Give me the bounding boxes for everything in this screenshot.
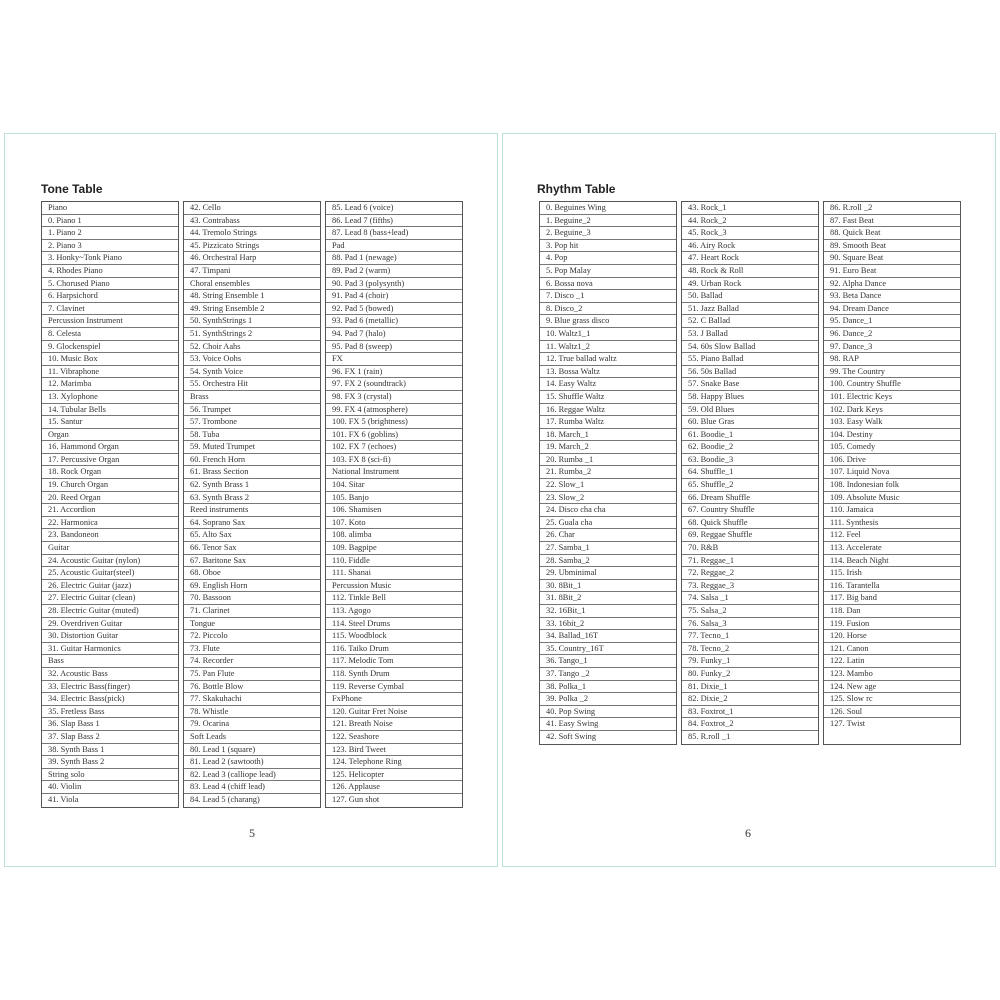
table-cell: Tongue bbox=[184, 618, 320, 631]
table-cell: 120. Guitar Fret Noise bbox=[326, 706, 462, 719]
table-cell: 116. Tarantella bbox=[824, 580, 960, 593]
table-cell: 37. Slap Bass 2 bbox=[42, 731, 178, 744]
table-cell: 65. Shuffle_2 bbox=[682, 479, 818, 492]
tone-table-title: Tone Table bbox=[41, 182, 103, 196]
table-cell: 20. Reed Organ bbox=[42, 492, 178, 505]
table-cell: 49. Urban Rock bbox=[682, 278, 818, 291]
table-cell: 42. Soft Swing bbox=[546, 731, 597, 741]
table-cell: 69. English Horn bbox=[184, 580, 320, 593]
table-cell: 103. FX 8 (sci-fi) bbox=[326, 454, 462, 467]
table-cell: 54. 60s Slow Ballad bbox=[682, 341, 818, 354]
table-cell: 104. Sitar bbox=[326, 479, 462, 492]
table-cell: 15. Shuffle Waltz bbox=[540, 391, 676, 404]
table-cell: String solo bbox=[42, 769, 178, 782]
table-cell: 117. Big band bbox=[824, 592, 960, 605]
table-cell: 4. Pop bbox=[540, 252, 676, 265]
table-cell: 54. Synth Voice bbox=[184, 366, 320, 379]
table-cell: 97. FX 2 (soundtrack) bbox=[326, 378, 462, 391]
table-cell: 52. Choir Aahs bbox=[184, 341, 320, 354]
table-cell: 103. Easy Walk bbox=[824, 416, 960, 429]
table-cell: Percussion Instrument bbox=[42, 315, 178, 328]
table-cell: 4. Rhodes Piano bbox=[42, 265, 178, 278]
table-cell: 78. Tecno_2 bbox=[682, 643, 818, 656]
table-cell: 89. Pad 2 (warm) bbox=[326, 265, 462, 278]
table-cell: 126. Soul bbox=[824, 706, 960, 719]
table-cell: 83. Lead 4 (chiff lead) bbox=[184, 781, 320, 794]
table-cell: 39. Synth Bass 2 bbox=[42, 756, 178, 769]
table-cell: 15. Santur bbox=[42, 416, 178, 429]
table-cell: 118. Synth Drum bbox=[326, 668, 462, 681]
table-cell: 23. Bandoneon bbox=[42, 529, 178, 542]
table-cell: 62. Synth Brass 1 bbox=[184, 479, 320, 492]
rhythm-table bbox=[539, 201, 961, 745]
table-cell: Percussion Music bbox=[326, 580, 462, 593]
table-cell: 68. Oboe bbox=[184, 567, 320, 580]
table-cell: 122. Seashore bbox=[326, 731, 462, 744]
table-cell: 48. String Ensemble 1 bbox=[184, 290, 320, 303]
table-cell: 50. Ballad bbox=[682, 290, 818, 303]
table-cell: 57. Trombone bbox=[184, 416, 320, 429]
table-cell: 93. Pad 6 (metallic) bbox=[326, 315, 462, 328]
table-cell: 2. Piano 3 bbox=[42, 240, 178, 253]
table-cell: 40. Violin bbox=[42, 781, 178, 794]
table-cell: 98. FX 3 (crystal) bbox=[326, 391, 462, 404]
table-cell: 125. Slow rc bbox=[824, 693, 960, 706]
table-cell: 13. Bossa Waltz bbox=[540, 366, 676, 379]
table-cell: 20. Rumba _1 bbox=[540, 454, 676, 467]
table-cell: 76. Salsa_3 bbox=[682, 618, 818, 631]
table-cell: 126. Applause bbox=[326, 781, 462, 794]
table-cell: 51. Jazz Ballad bbox=[682, 303, 818, 316]
table-cell: 96. Dance_2 bbox=[824, 328, 960, 341]
table-cell: 81. Lead 2 (sawtooth) bbox=[184, 756, 320, 769]
table-cell: 1. Beguine_2 bbox=[540, 215, 676, 228]
table-cell: 119. Fusion bbox=[824, 618, 960, 631]
table-cell: 62. Boodie_2 bbox=[682, 441, 818, 454]
table-cell: 67. Country Shuffle bbox=[682, 504, 818, 517]
table-cell: 115. Irish bbox=[824, 567, 960, 580]
table-cell: 99. The Country bbox=[824, 366, 960, 379]
table-cell: 75. Salsa_2 bbox=[682, 605, 818, 618]
table-cell: 46. Airy Rock bbox=[682, 240, 818, 253]
tone-column-3 bbox=[325, 201, 463, 808]
table-cell: 51. SynthStrings 2 bbox=[184, 328, 320, 341]
table-cell: 97. Dance_3 bbox=[824, 341, 960, 354]
table-cell: 38. Polka_1 bbox=[540, 681, 676, 694]
table-cell: 25. Guala cha bbox=[540, 517, 676, 530]
table-cell: 127. Twist bbox=[830, 719, 866, 729]
table-cell: 113. Agogo bbox=[326, 605, 462, 618]
table-cell: 39. Polka _2 bbox=[540, 693, 676, 706]
table-cell: 21. Accordion bbox=[42, 504, 178, 517]
table-cell: 17. Rumba Waltz bbox=[540, 416, 676, 429]
table-cell: 12. True ballad waltz bbox=[540, 353, 676, 366]
table-cell: 94. Pad 7 (halo) bbox=[326, 328, 462, 341]
table-cell: 26. Electric Guitar (jazz) bbox=[42, 580, 178, 593]
table-cell: 36. Slap Bass 1 bbox=[42, 718, 178, 731]
table-cell: 58. Tuba bbox=[184, 429, 320, 442]
table-cell: 100. Country Shuffle bbox=[824, 378, 960, 391]
table-cell: 41. Easy Swing bbox=[540, 718, 676, 731]
table-cell: 59. Old Blues bbox=[682, 404, 818, 417]
table-cell: 79. Ocarina bbox=[184, 718, 320, 731]
table-cell: 24. Acoustic Guitar (nylon) bbox=[42, 555, 178, 568]
table-cell: 61. Brass Section bbox=[184, 466, 320, 479]
table-cell: 76. Bottle Blow bbox=[184, 681, 320, 694]
table-cell: 26. Char bbox=[540, 529, 676, 542]
table-cell: 45. Pizzicato Strings bbox=[184, 240, 320, 253]
table-cell: 80. Lead 1 (square) bbox=[184, 744, 320, 757]
table-cell: 102. FX 7 (echoes) bbox=[326, 441, 462, 454]
table-cell: 60. Blue Gras bbox=[682, 416, 818, 429]
table-cell: 106. Drive bbox=[824, 454, 960, 467]
table-cell: 63. Synth Brass 2 bbox=[184, 492, 320, 505]
table-cell: 75. Pan Flute bbox=[184, 668, 320, 681]
table-cell: 82. Dixie_2 bbox=[682, 693, 818, 706]
table-cell: 123. Bird Tweet bbox=[326, 744, 462, 757]
table-cell: 115. Woodblock bbox=[326, 630, 462, 643]
table-cell: 99. FX 4 (atmosphere) bbox=[326, 404, 462, 417]
table-cell: 33. Electric Bass(finger) bbox=[42, 681, 178, 694]
table-cell: 105. Comedy bbox=[824, 441, 960, 454]
table-cell: 3. Honky~Tonk Piano bbox=[42, 252, 178, 265]
table-cell: 107. Koto bbox=[326, 517, 462, 530]
table-cell: 79. Funky_1 bbox=[682, 655, 818, 668]
table-cell: 124. New age bbox=[824, 681, 960, 694]
table-cell: Guitar bbox=[42, 542, 178, 555]
table-cell: 3. Pop hit bbox=[540, 240, 676, 253]
table-cell: 11. Waltz1_2 bbox=[540, 341, 676, 354]
page-number: 5 bbox=[249, 826, 255, 840]
table-cell: 24. Disco cha cha bbox=[540, 504, 676, 517]
table-cell: 81. Dixie_1 bbox=[682, 681, 818, 694]
rhythm-column-3 bbox=[823, 201, 961, 745]
table-cell: 30. 8Bit_1 bbox=[540, 580, 676, 593]
table-cell: 106. Shamisen bbox=[326, 504, 462, 517]
table-cell: 78. Whistle bbox=[184, 706, 320, 719]
table-cell: 95. Pad 8 (sweep) bbox=[326, 341, 462, 354]
table-cell: 57. Snake Base bbox=[682, 378, 818, 391]
right-page bbox=[502, 133, 996, 867]
table-cell: 48. Rock & Roll bbox=[682, 265, 818, 278]
table-cell: 14. Tubular Bells bbox=[42, 404, 178, 417]
table-cell: 12. Marimba bbox=[42, 378, 178, 391]
rhythm-column-1 bbox=[539, 201, 677, 745]
table-cell: 35. Country_16T bbox=[540, 643, 676, 656]
table-cell: 10. Music Box bbox=[42, 353, 178, 366]
table-cell: 101. FX 6 (goblins) bbox=[326, 429, 462, 442]
table-cell: 71. Reggae_1 bbox=[682, 555, 818, 568]
table-cell: 21. Rumba_2 bbox=[540, 466, 676, 479]
table-cell: 70. R&B bbox=[682, 542, 818, 555]
table-cell: 18. Rock Organ bbox=[42, 466, 178, 479]
tone-column-1 bbox=[41, 201, 179, 808]
table-cell: 0. Beguines Wing bbox=[540, 202, 676, 215]
table-cell: Pad bbox=[326, 240, 462, 253]
table-cell: 95. Dance_1 bbox=[824, 315, 960, 328]
table-cell: 22. Slow_1 bbox=[540, 479, 676, 492]
table-cell: 31. Guitar Harmonics bbox=[42, 643, 178, 656]
tone-column-2 bbox=[183, 201, 321, 808]
page-number: 6 bbox=[745, 826, 751, 840]
table-cell: Piano bbox=[42, 202, 178, 215]
table-cell: National Instrument bbox=[326, 466, 462, 479]
table-cell: 11. Vibraphone bbox=[42, 366, 178, 379]
table-cell: 65. Alto Sax bbox=[184, 529, 320, 542]
table-cell: 37. Tango _2 bbox=[540, 668, 676, 681]
table-cell: 112. Tinkle Bell bbox=[326, 592, 462, 605]
table-cell: 91. Pad 4 (choir) bbox=[326, 290, 462, 303]
table-cell: 80. Funky_2 bbox=[682, 668, 818, 681]
table-cell: 25. Acoustic Guitar(steel) bbox=[42, 567, 178, 580]
table-cell: 43. Rock_1 bbox=[682, 202, 818, 215]
table-cell: 47. Timpani bbox=[184, 265, 320, 278]
table-cell: 7. Disco _1 bbox=[540, 290, 676, 303]
table-cell: 1. Piano 2 bbox=[42, 227, 178, 240]
table-cell: 88. Quick Beat bbox=[824, 227, 960, 240]
table-cell: 113. Accelerate bbox=[824, 542, 960, 555]
table-cell: 23. Slow_2 bbox=[540, 492, 676, 505]
table-cell: 58. Happy Blues bbox=[682, 391, 818, 404]
table-cell: 108. Indonesian folk bbox=[824, 479, 960, 492]
table-cell: 90. Pad 3 (polysynth) bbox=[326, 278, 462, 291]
table-cell: 118. Dan bbox=[824, 605, 960, 618]
table-cell: 111. Synthesis bbox=[824, 517, 960, 530]
table-cell: 85. R.roll _1 bbox=[688, 731, 731, 741]
table-cell: Organ bbox=[42, 429, 178, 442]
table-cell: 7. Clavinet bbox=[42, 303, 178, 316]
table-cell: 17. Percussive Organ bbox=[42, 454, 178, 467]
table-cell: 10. Waltz1_1 bbox=[540, 328, 676, 341]
table-cell: 123. Mambo bbox=[824, 668, 960, 681]
table-cell: 34. Ballad_16T bbox=[540, 630, 676, 643]
table-cell: 87. Lead 8 (bass+lead) bbox=[326, 227, 462, 240]
table-cell: 85. Lead 6 (voice) bbox=[326, 202, 462, 215]
table-cell: 73. Flute bbox=[184, 643, 320, 656]
table-cell: 55. Piano Ballad bbox=[682, 353, 818, 366]
table-cell: 119. Reverse Cymbal bbox=[326, 681, 462, 694]
table-cell: 44. Rock_2 bbox=[682, 215, 818, 228]
table-cell: 56. 50s Ballad bbox=[682, 366, 818, 379]
table-cell: 100. FX 5 (brightness) bbox=[326, 416, 462, 429]
table-cell: 77. Tecno_1 bbox=[682, 630, 818, 643]
table-cell: Reed instruments bbox=[184, 504, 320, 517]
table-cell: 8. Disco_2 bbox=[540, 303, 676, 316]
table-cell: 64. Soprano Sax bbox=[184, 517, 320, 530]
table-cell: 68. Quick Shuffle bbox=[682, 517, 818, 530]
table-cell: FxPhone bbox=[326, 693, 462, 706]
table-cell: 69. Reggae Shuffle bbox=[682, 529, 818, 542]
table-cell: 86. Lead 7 (fifths) bbox=[326, 215, 462, 228]
table-cell: 64. Shuffle_1 bbox=[682, 466, 818, 479]
table-cell: 6. Bossa nova bbox=[540, 278, 676, 291]
table-cell: FX bbox=[326, 353, 462, 366]
table-cell: 53. J Ballad bbox=[682, 328, 818, 341]
table-cell: 14. Easy Waltz bbox=[540, 378, 676, 391]
rhythm-table-title: Rhythm Table bbox=[537, 182, 616, 196]
table-cell: 56. Trumpet bbox=[184, 404, 320, 417]
table-cell: 43. Contrabass bbox=[184, 215, 320, 228]
table-cell: 13. Xylophone bbox=[42, 391, 178, 404]
table-cell: 114. Steel Drums bbox=[326, 618, 462, 631]
table-cell: 121. Breath Noise bbox=[326, 718, 462, 731]
table-cell: 2. Beguine_3 bbox=[540, 227, 676, 240]
table-cell: 60. French Horn bbox=[184, 454, 320, 467]
table-cell: 46. Orchestral Harp bbox=[184, 252, 320, 265]
table-cell: 6. Harpsichord bbox=[42, 290, 178, 303]
table-cell: 28. Samba_2 bbox=[540, 555, 676, 568]
table-cell: 98. RAP bbox=[824, 353, 960, 366]
table-cell: 50. SynthStrings 1 bbox=[184, 315, 320, 328]
table-cell: 19. March_2 bbox=[540, 441, 676, 454]
table-cell: 109. Bagpipe bbox=[326, 542, 462, 555]
table-cell: 42. Cello bbox=[184, 202, 320, 215]
table-cell: 38. Synth Bass 1 bbox=[42, 744, 178, 757]
table-cell: 86. R.roll _2 bbox=[824, 202, 960, 215]
tone-table bbox=[41, 201, 463, 808]
table-cell: 87. Fast Beat bbox=[824, 215, 960, 228]
table-cell: 9. Blue grass disco bbox=[540, 315, 676, 328]
table-cell: 116. Taiko Drum bbox=[326, 643, 462, 656]
table-cell: 41. Viola bbox=[48, 794, 79, 804]
table-cell: 29. Overdriven Guitar bbox=[42, 618, 178, 631]
table-cell: 5. Chorused Piano bbox=[42, 278, 178, 291]
table-cell: 16. Hammond Organ bbox=[42, 441, 178, 454]
table-cell: 108. alimba bbox=[326, 529, 462, 542]
table-cell: 29. Ubminimal bbox=[540, 567, 676, 580]
table-cell: 32. 16Bit_1 bbox=[540, 605, 676, 618]
table-cell: 114. Beach Night bbox=[824, 555, 960, 568]
table-cell: 94. Dream Dance bbox=[824, 303, 960, 316]
table-cell: 59. Muted Trumpet bbox=[184, 441, 320, 454]
table-cell: 9. Glockenspiel bbox=[42, 341, 178, 354]
table-cell: 72. Reggae_2 bbox=[682, 567, 818, 580]
table-cell: 27. Samba_1 bbox=[540, 542, 676, 555]
table-cell: 18. March_1 bbox=[540, 429, 676, 442]
table-cell: Soft Leads bbox=[184, 731, 320, 744]
table-cell: Choral ensembles bbox=[184, 278, 320, 291]
table-cell: 5. Pop Malay bbox=[540, 265, 676, 278]
table-cell: 83. Foxtrot_1 bbox=[682, 706, 818, 719]
table-cell: 77. Skakuhachi bbox=[184, 693, 320, 706]
table-cell: 120. Horse bbox=[824, 630, 960, 643]
table-cell: 110. Fiddle bbox=[326, 555, 462, 568]
table-cell: 91. Euro Beat bbox=[824, 265, 960, 278]
table-cell: 28. Electric Guitar (muted) bbox=[42, 605, 178, 618]
table-cell: 127. Gun shot bbox=[332, 794, 380, 804]
table-cell: 40. Pop Swing bbox=[540, 706, 676, 719]
table-cell: 32. Acoustic Bass bbox=[42, 668, 178, 681]
table-cell: 55. Orchestra Hit bbox=[184, 378, 320, 391]
table-cell: 34. Electric Bass(pick) bbox=[42, 693, 178, 706]
table-cell: 84. Foxtrot_2 bbox=[682, 718, 818, 731]
table-cell: 122. Latin bbox=[824, 655, 960, 668]
table-cell: 125. Helicopter bbox=[326, 769, 462, 782]
table-cell: 88. Pad 1 (newage) bbox=[326, 252, 462, 265]
table-cell: 90. Square Beat bbox=[824, 252, 960, 265]
table-cell: 110. Jamaica bbox=[824, 504, 960, 517]
table-cell: 22. Harmonica bbox=[42, 517, 178, 530]
table-cell: 96. FX 1 (rain) bbox=[326, 366, 462, 379]
table-cell: 105. Banjo bbox=[326, 492, 462, 505]
table-cell: 92. Pad 5 (bowed) bbox=[326, 303, 462, 316]
table-cell: 104. Destiny bbox=[824, 429, 960, 442]
table-cell: 63. Boodie_3 bbox=[682, 454, 818, 467]
table-cell: 0. Piano 1 bbox=[42, 215, 178, 228]
table-cell: Bass bbox=[42, 655, 178, 668]
table-cell: 61. Boodie_1 bbox=[682, 429, 818, 442]
table-cell: 30. Distortion Guitar bbox=[42, 630, 178, 643]
rhythm-column-2 bbox=[681, 201, 819, 745]
table-cell: 82. Lead 3 (calliope lead) bbox=[184, 769, 320, 782]
table-cell: 70. Bassoon bbox=[184, 592, 320, 605]
table-cell: 66. Dream Shuffle bbox=[682, 492, 818, 505]
table-cell: 27. Electric Guitar (clean) bbox=[42, 592, 178, 605]
table-cell: 72. Piccolo bbox=[184, 630, 320, 643]
table-cell: 101. Electric Keys bbox=[824, 391, 960, 404]
table-cell: 16. Reggae Waltz bbox=[540, 404, 676, 417]
table-cell: 84. Lead 5 (charang) bbox=[190, 794, 260, 804]
table-cell: 47. Heart Rock bbox=[682, 252, 818, 265]
table-cell: 93. Beta Dance bbox=[824, 290, 960, 303]
table-cell: 36. Tango_1 bbox=[540, 655, 676, 668]
table-cell: 121. Canon bbox=[824, 643, 960, 656]
table-cell: 45. Rock_3 bbox=[682, 227, 818, 240]
table-cell: 74. Salsa _1 bbox=[682, 592, 818, 605]
table-cell: 124. Telephone Ring bbox=[326, 756, 462, 769]
table-cell: 8. Celesta bbox=[42, 328, 178, 341]
table-cell: 117. Melodic Tom bbox=[326, 655, 462, 668]
table-cell: 31. 8Bit_2 bbox=[540, 592, 676, 605]
table-cell: 74. Recorder bbox=[184, 655, 320, 668]
table-cell: 71. Clarinet bbox=[184, 605, 320, 618]
table-cell: 49. String Ensemble 2 bbox=[184, 303, 320, 316]
table-cell: 107. Liquid Nova bbox=[824, 466, 960, 479]
table-cell: 92. Alpha Dance bbox=[824, 278, 960, 291]
table-cell: Brass bbox=[184, 391, 320, 404]
left-page bbox=[4, 133, 498, 867]
table-cell: 73. Reggae_3 bbox=[682, 580, 818, 593]
table-cell: 44. Tremolo Strings bbox=[184, 227, 320, 240]
table-cell: 111. Shanai bbox=[326, 567, 462, 580]
table-cell: 66. Tenor Sax bbox=[184, 542, 320, 555]
table-cell: 53. Voice Oohs bbox=[184, 353, 320, 366]
table-cell: 52. C Ballad bbox=[682, 315, 818, 328]
table-cell: 109. Absolute Music bbox=[824, 492, 960, 505]
table-cell: 89. Smooth Beat bbox=[824, 240, 960, 253]
table-cell: 67. Baritone Sax bbox=[184, 555, 320, 568]
table-cell: 112. Feel bbox=[824, 529, 960, 542]
table-cell: 35. Fretless Bass bbox=[42, 706, 178, 719]
table-cell: 33. 16bit_2 bbox=[540, 618, 676, 631]
table-cell: 102. Dark Keys bbox=[824, 404, 960, 417]
table-cell: 19. Church Organ bbox=[42, 479, 178, 492]
